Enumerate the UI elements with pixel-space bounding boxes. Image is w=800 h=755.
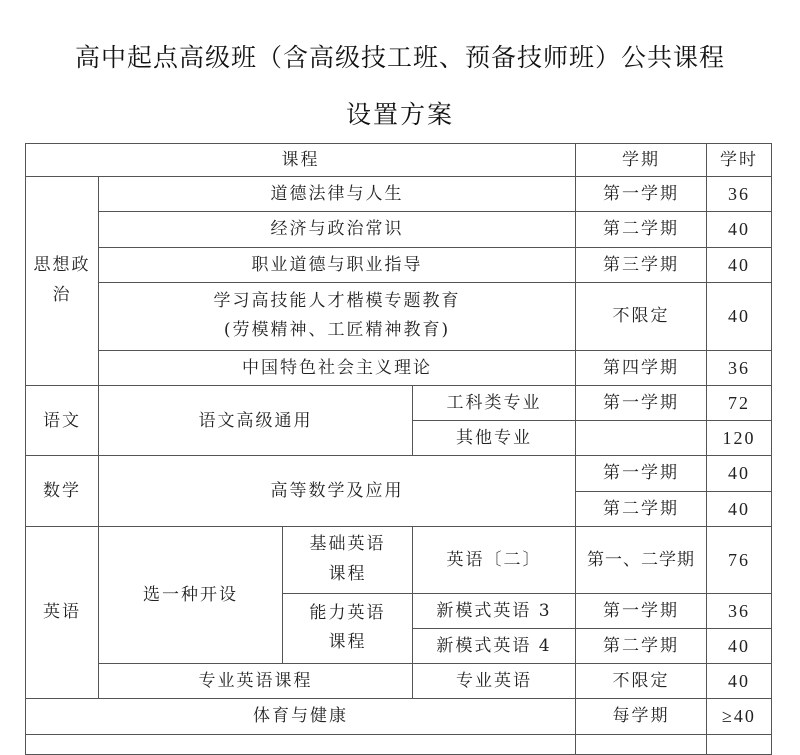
semester-cell	[576, 421, 707, 456]
semester-cell: 第一学期	[576, 456, 707, 491]
hours-cell: 40	[707, 628, 772, 663]
header-row	[26, 144, 772, 177]
table-row	[26, 526, 772, 593]
semester-cell: 第一学期	[576, 593, 707, 628]
semester-cell: 第三学期	[576, 247, 707, 282]
header-hours: 学时	[707, 144, 772, 177]
table-row-cut-off	[26, 734, 772, 754]
course-cell: 语文高级通用	[99, 386, 413, 456]
course-cell	[99, 282, 576, 350]
course-cell: 体育与健康	[26, 699, 576, 734]
course-cell: 高等数学及应用	[99, 456, 576, 526]
document-title-line2: 设置方案	[345, 100, 454, 129]
hours-cell: 40	[707, 491, 772, 526]
semester-cell: 第一、二学期	[576, 526, 707, 593]
hours-cell: 76	[707, 526, 772, 593]
table-row	[26, 386, 772, 421]
course-cell: 经济与政治常识	[99, 212, 576, 247]
semester-cell: 第二学期	[576, 212, 707, 247]
choose-one-cell: 选一种开设	[99, 526, 283, 663]
table-row	[26, 177, 772, 212]
course-cell: 新模式英语 4	[413, 628, 576, 663]
course-line1: 学习高技能人才楷模专题教育	[213, 290, 461, 311]
hours-cell: 40	[707, 664, 772, 699]
major-cell: 其他专业	[413, 421, 576, 456]
major-cell: 工科类专业	[413, 386, 576, 421]
course-cell: 职业道德与职业指导	[99, 247, 576, 282]
hours-cell: ≥40	[707, 699, 772, 734]
course-cell: 英语〔二〕	[413, 526, 576, 593]
course-cell: 专业英语	[413, 664, 576, 699]
table-row	[26, 247, 772, 282]
hours-cell: 40	[707, 247, 772, 282]
course-cell: 道德法律与人生	[99, 177, 576, 212]
semester-cell: 不限定	[576, 282, 707, 350]
document-title-line1: 高中起点高级班（含高级技工班、预备技师班）公共课程	[74, 43, 725, 72]
semester-cell: 第一学期	[576, 386, 707, 421]
semester-cell: 每学期	[576, 699, 707, 734]
course-cell: 中国特色社会主义理论	[99, 350, 576, 385]
curriculum-table	[25, 143, 772, 755]
header-course: 课程	[26, 144, 576, 177]
semester-cell: 不限定	[576, 664, 707, 699]
table-row	[26, 456, 772, 491]
hours-cell: 40	[707, 456, 772, 491]
hours-cell: 40	[707, 212, 772, 247]
semester-cell: 第四学期	[576, 350, 707, 385]
course-line2: (劳模精神、工匠精神教育)	[223, 320, 451, 341]
hours-cell: 36	[707, 177, 772, 212]
table-row	[26, 664, 772, 699]
table-row	[26, 282, 772, 350]
semester-cell: 第二学期	[576, 491, 707, 526]
english-type-ability: 能力英语 课程	[283, 593, 413, 663]
table-row	[26, 350, 772, 385]
header-semester: 学期	[576, 144, 707, 177]
semester-cell: 第二学期	[576, 628, 707, 663]
hours-cell: 36	[707, 593, 772, 628]
semester-cell: 第一学期	[576, 177, 707, 212]
category-ideology: 思想政 治	[26, 177, 99, 386]
hours-cell: 72	[707, 386, 772, 421]
table-row	[26, 212, 772, 247]
category-math: 数学	[26, 456, 99, 526]
hours-cell: 40	[707, 282, 772, 350]
hours-cell: 36	[707, 350, 772, 385]
category-chinese: 语文	[26, 386, 99, 456]
course-cell: 新模式英语 3	[413, 593, 576, 628]
english-type-basic: 基础英语 课程	[283, 526, 413, 593]
english-type-professional: 专业英语课程	[99, 664, 413, 699]
table-row	[26, 699, 772, 734]
category-english: 英语	[26, 526, 99, 699]
hours-cell: 120	[707, 421, 772, 456]
